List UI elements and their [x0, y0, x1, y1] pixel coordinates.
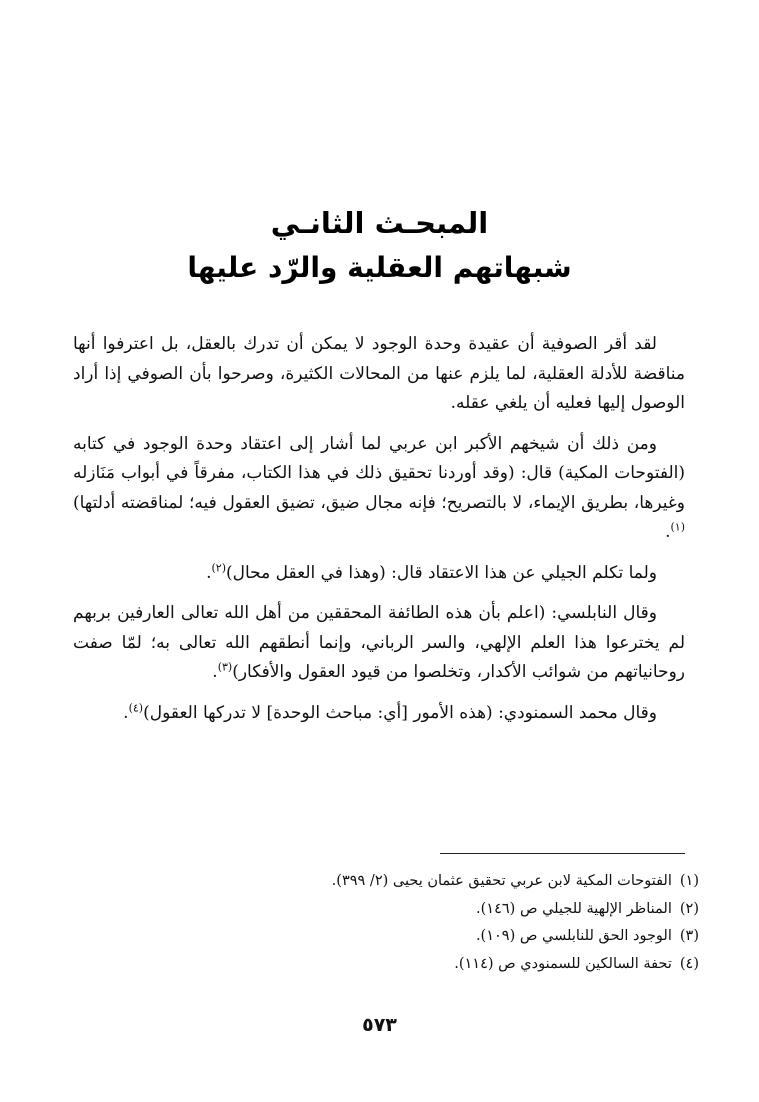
footnote-ref: (٢) — [211, 560, 226, 574]
footnote-ref: (٤) — [128, 700, 144, 714]
paragraph: لقد أقر الصوفية أن عقيدة وحدة الوجود لا يمكن أن تدرك بالعقل، بل اعترفوا أنها مناقضة للأدلة العقلية، لما يلزم عنها من المحالات الكثيرة، وصرحوا بأن الصوفي إذا أراد الوصول إليها فعليه أن يلغي عقله. — [73, 334, 685, 413]
paragraph: ومن ذلك أن شيخهم الأكبر ابن عربي لما أشار إلى اعتقاد وحدة الوجود في كتابه (الفتوحات المكية) قال: (وقد أوردنا تحقيق ذلك في هذا الكتاب، مفرقاً في أبواب مَنَازله وغيرها، بطريق الإيماء، لا بالتصريح؛ فإنه مجال ضيق، تضيق العقول فيه؛ لمناقضته أدلتها)$^{(١)}$. — [73, 433, 685, 542]
footnote-divider — [440, 853, 685, 854]
footnote-number: (١) — [679, 873, 699, 889]
footnote — [73, 896, 699, 924]
section-title: المبحـث الثانـي — [270, 206, 489, 240]
body-text — [73, 330, 685, 739]
footnote — [73, 868, 699, 896]
footnote — [73, 951, 699, 979]
footnote-text: تحفة السالكين للسمنودي ص (١١٤). — [454, 955, 672, 972]
footnote — [73, 923, 699, 951]
paragraph: وقال النابلسي: (اعلم بأن هذه الطائفة المحققين من أهل الله تعالى العارفين بربهم لم يخترعوا هذا العلم الإلهي، والسر الرباني، وإنما أنطقهم الله تعالى به؛ لمّا صفت روحانياتهم من شوائب الأكدار، وتخلصوا من قيود العقول والأفكار)$^{(٣)}$. — [73, 603, 685, 682]
footnote-number: (٢) — [679, 900, 699, 917]
page-number: ٥٧٣ — [362, 1014, 397, 1036]
footnote-text: الوجود الحق للنابلسي ص (١٠٩). — [475, 928, 672, 944]
footnote-text: المناظر الإلهية للجيلي ص (١٤٦). — [476, 900, 672, 917]
footnote-ref: (١) — [670, 520, 685, 534]
footnote-ref: (٣) — [217, 660, 233, 674]
footnote-number: (٤) — [679, 955, 699, 972]
footnote-text: الفتوحات المكية لابن عربي تحقيق عثمان يحيى (٢/ ٣٩٩). — [331, 873, 672, 889]
section-subtitle: شبهاتهم العقلية والرّد عليها — [187, 251, 572, 284]
paragraph: وقال محمد السمنودي: (هذه الأمور [أي: مباحث الوحدة] لا تدركها العقول)$^{(٤)}$. — [123, 700, 657, 723]
paragraph: ولما تكلم الجيلي عن هذا الاعتقاد قال: (وهذا في العقل محال)$^{(٢)}$. — [206, 560, 657, 583]
footnote-number: (٣) — [679, 928, 699, 944]
footnotes — [73, 868, 699, 978]
